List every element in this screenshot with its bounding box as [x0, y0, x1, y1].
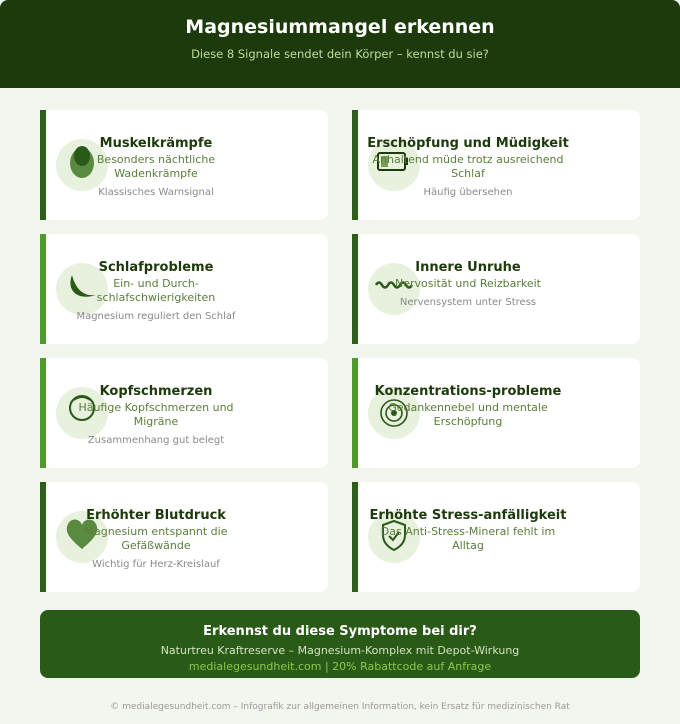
- card-text: [366, 136, 570, 199]
- symptom-description: Besonders nächtliche Wadenkrämpfe: [96, 153, 216, 180]
- card-accent-bar: [352, 110, 358, 220]
- symptom-title: Erhöhter Blutdruck: [86, 508, 226, 523]
- cta-banner: [40, 610, 640, 678]
- header-banner: [0, 0, 680, 88]
- symptom-title: Kopfschmerzen: [99, 384, 213, 399]
- symptom-note: Nervensystem unter Stress: [399, 297, 537, 308]
- symptom-description: Gedankennebel und mentale Erschöpfung: [388, 401, 548, 428]
- card-accent-bar: [352, 482, 358, 592]
- card-text: [72, 136, 240, 199]
- cta-title: Erkennst du diese Symptome bei dir?: [203, 624, 477, 639]
- symptom-description: Magnesium entspannt die Gefäßwände: [84, 525, 228, 552]
- symptom-title: Muskelkrämpfe: [99, 136, 213, 151]
- card-text: [366, 260, 570, 309]
- symptom-card-innere-unruhe: [352, 234, 640, 344]
- symptom-title: Erschöpfung und Müdigkeit: [367, 136, 569, 151]
- page-subtitle: Diese 8 Signale sendet dein Körper – kennst du sie?: [191, 47, 489, 61]
- card-accent-bar: [40, 358, 46, 468]
- symptom-description: Nervosität und Reizbarkeit: [395, 277, 541, 290]
- symptom-card-schlafprobleme: [40, 234, 328, 344]
- symptom-note: Wichtig für Herz-Kreislauf: [92, 559, 220, 570]
- card-text: [366, 508, 570, 553]
- symptom-card-stress: [352, 482, 640, 592]
- symptom-note: Häufig übersehen: [423, 187, 513, 198]
- symptom-card-kopfschmerzen: [40, 358, 328, 468]
- symptom-card-blutdruck: [40, 482, 328, 592]
- card-accent-bar: [40, 234, 46, 344]
- card-accent-bar: [352, 358, 358, 468]
- cta-subtitle: Naturtreu Kraftreserve – Magnesium-Komplex mit Depot-Wirkung: [160, 644, 520, 657]
- symptom-note: Zusammenhang gut belegt: [87, 435, 225, 446]
- card-text: [72, 384, 240, 447]
- card-accent-bar: [40, 110, 46, 220]
- symptom-card-erschoepfung: [352, 110, 640, 220]
- card-text: [72, 508, 240, 571]
- symptom-title: Erhöhte Stress-anfälligkeit: [369, 508, 567, 523]
- symptom-description: Häufige Kopfschmerzen und Migräne: [78, 401, 234, 428]
- symptom-card-konzentration: [352, 358, 640, 468]
- cta-link[interactable]: medialegesundheit.com | 20% Rabattcode auf Anfrage: [188, 660, 492, 673]
- symptom-note: Magnesium reguliert den Schlaf: [76, 311, 236, 322]
- symptom-note: Klassisches Warnsignal: [98, 187, 214, 198]
- footer-disclaimer: © medialegesundheit.com – Infografik zur allgemeinen Information, kein Ersatz für medizinischen Rat: [110, 702, 570, 712]
- symptom-title: Schlafprobleme: [98, 260, 214, 275]
- symptom-description: Ein- und Durch-schlafschwierigkeiten: [96, 277, 216, 304]
- card-accent-bar: [352, 234, 358, 344]
- card-text: [72, 260, 240, 323]
- symptom-card-muskelkraempfe: [40, 110, 328, 220]
- card-accent-bar: [40, 482, 46, 592]
- symptom-description: Das Anti-Stress-Mineral fehlt im Alltag: [380, 525, 556, 552]
- symptom-title: Innere Unruhe: [415, 260, 521, 275]
- symptom-title: Konzentrations-probleme: [374, 384, 562, 399]
- card-text: [366, 384, 570, 429]
- page-title: Magnesiummangel erkennen: [185, 16, 495, 38]
- symptom-description: Anhaltend müde trotz ausreichend Schlaf: [372, 153, 564, 180]
